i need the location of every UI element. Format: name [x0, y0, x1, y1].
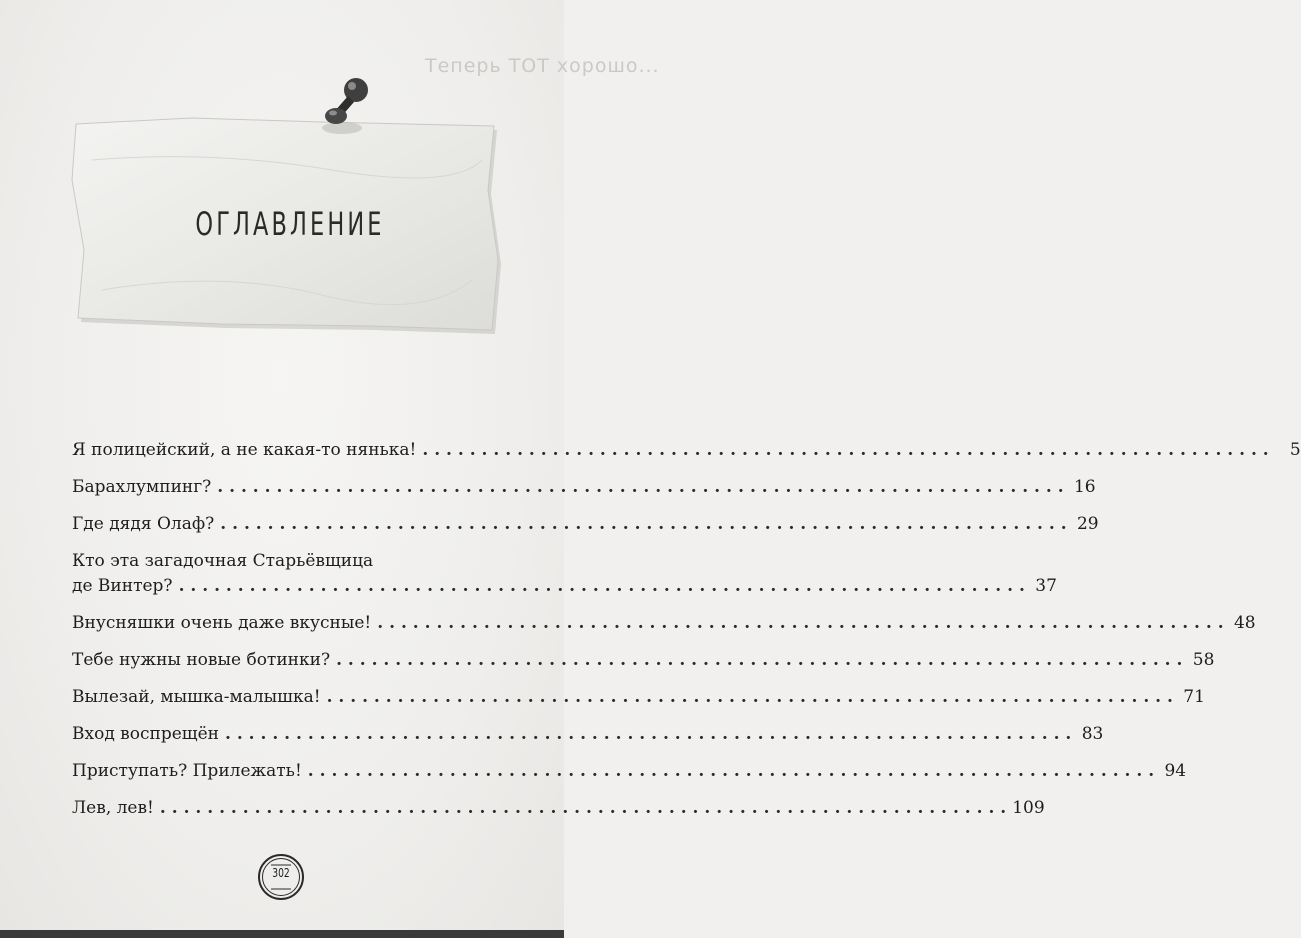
toc-entry-title-line2: де Винтер? — [72, 576, 173, 596]
page-number: 302 — [272, 866, 290, 880]
toc-entry-title: Тебе нужны новые ботинки? — [72, 650, 331, 670]
leader-dots — [327, 687, 1173, 708]
toc-entry-title: Лев, лев! — [72, 798, 154, 818]
page-bottom-edge — [0, 930, 564, 938]
toc-entry[interactable] — [72, 687, 1205, 724]
toc-entry[interactable] — [72, 613, 1256, 650]
toc-entry-title: Внусняшки очень даже вкусные! — [72, 613, 372, 633]
page-title: ОГЛАВЛЕНИЕ — [195, 205, 385, 243]
push-pin-icon — [312, 70, 382, 144]
toc-entry[interactable] — [72, 724, 1104, 761]
toc-entry-title: Я полицейский, а не какая-то нянька! — [72, 440, 417, 460]
toc-entry-page: 16 — [1073, 477, 1096, 497]
toc-entry-page: 83 — [1081, 724, 1104, 744]
toc-entry[interactable] — [72, 650, 1215, 687]
toc-entry-page: 5 — [1289, 440, 1301, 460]
leader-dots — [422, 440, 1268, 461]
leader-dots — [220, 514, 1066, 535]
toc-entry[interactable] — [72, 514, 1099, 551]
toc-entry-page: 71 — [1183, 687, 1205, 707]
leader-dots — [160, 798, 1006, 819]
toc-entry-title: Вылезай, мышка-малышка! — [72, 687, 321, 707]
toc-entry-page: 109 — [1012, 798, 1045, 818]
toc-entry-title: Вход воспрещён — [72, 724, 219, 744]
toc-entry-page: 29 — [1076, 514, 1099, 534]
leader-dots — [217, 477, 1063, 498]
toc-entry-title: Приступать? Прилежать! — [72, 761, 302, 781]
toc-entry-page: 37 — [1035, 576, 1057, 596]
leader-dots — [179, 576, 1025, 597]
leader-dots — [308, 761, 1154, 782]
toc-entry[interactable] — [72, 477, 1096, 514]
page-number-badge-icon — [256, 852, 306, 902]
toc-entry-page: 48 — [1233, 613, 1256, 633]
toc-entry[interactable] — [72, 798, 1045, 835]
leader-dots — [377, 613, 1223, 634]
toc-entry-title: Барахлумпинг? — [72, 477, 212, 497]
toc-entry[interactable] — [72, 551, 1057, 613]
toc-entry-page: 58 — [1192, 650, 1215, 670]
leader-dots — [225, 724, 1071, 745]
toc-entry[interactable] — [72, 440, 1301, 477]
toc-entry-title-line1: Кто эта загадочная Старьёвщица — [72, 551, 374, 571]
leader-dots — [336, 650, 1182, 671]
toc-entry-title: Где дядя Олаф? — [72, 514, 215, 534]
faded-background-text: Теперь ТОТ хорошо... — [425, 55, 660, 77]
toc-entry-page: 94 — [1164, 761, 1187, 781]
toc-entry[interactable] — [72, 761, 1187, 798]
table-of-contents — [72, 440, 1301, 835]
